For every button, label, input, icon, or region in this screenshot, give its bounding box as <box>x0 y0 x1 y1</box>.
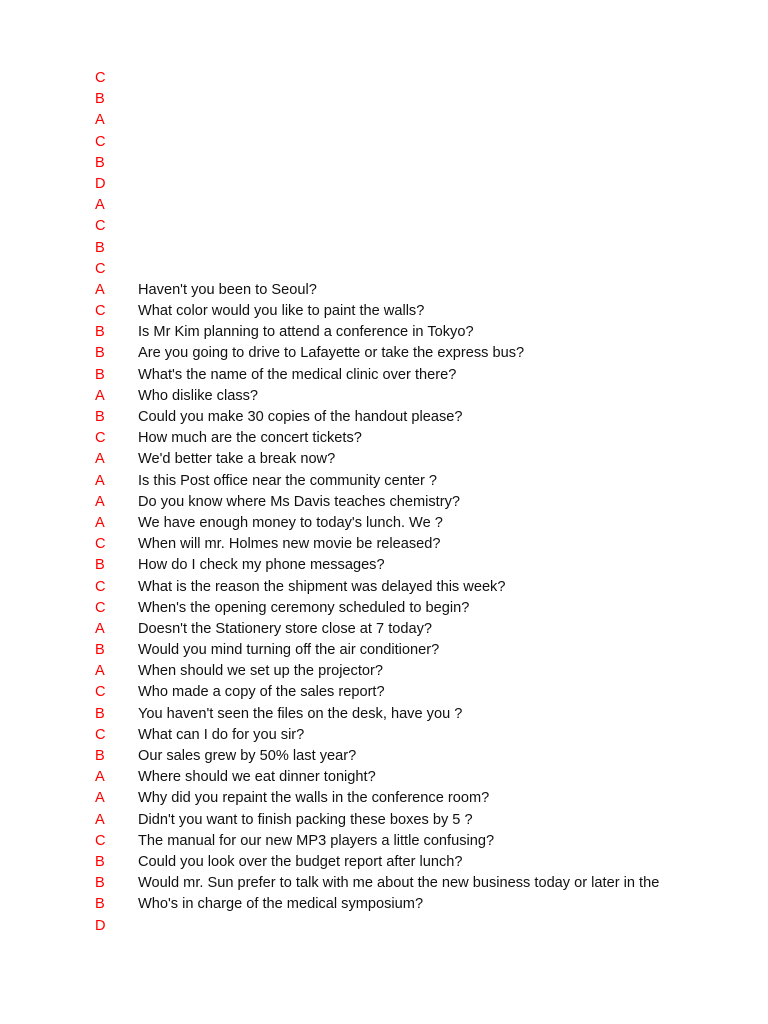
question-text: How do I check my phone messages? <box>138 557 385 574</box>
question-text: Where should we eat dinner tonight? <box>138 769 376 786</box>
list-item <box>0 132 768 153</box>
answer-letter: C <box>95 260 106 277</box>
question-text: What is the reason the shipment was delayed this week? <box>138 578 506 595</box>
answer-letter: D <box>95 175 106 192</box>
question-text: What color would you like to paint the walls? <box>138 303 425 320</box>
list-item <box>0 322 768 343</box>
question-text: We have enough money to today's lunch. We ? <box>138 514 443 531</box>
question-text: Who made a copy of the sales report? <box>138 684 385 701</box>
answer-letter: C <box>95 578 106 595</box>
question-text: Doesn't the Stationery store close at 7 today? <box>138 620 433 637</box>
list-item <box>0 598 768 619</box>
answer-letter: A <box>95 281 105 298</box>
list-item <box>0 725 768 746</box>
list-item <box>0 386 768 407</box>
question-text: Would mr. Sun prefer to talk with me about the new business today or later in the <box>138 875 660 892</box>
list-item <box>0 810 768 831</box>
list-item <box>0 195 768 216</box>
answer-letter: B <box>95 557 105 574</box>
list-item <box>0 704 768 725</box>
list-item <box>0 110 768 131</box>
answer-question-list <box>0 68 768 937</box>
answer-letter: A <box>95 387 105 404</box>
answer-letter: A <box>95 769 105 786</box>
list-item <box>0 492 768 513</box>
question-text: When will mr. Holmes new movie be released? <box>138 536 441 553</box>
question-text: Who's in charge of the medical symposium? <box>138 896 424 913</box>
list-item <box>0 68 768 89</box>
answer-letter: B <box>95 705 105 722</box>
list-item <box>0 259 768 280</box>
answer-letter: B <box>95 91 105 108</box>
question-text: Who dislike class? <box>138 387 259 404</box>
answer-letter: C <box>95 684 106 701</box>
question-text: Why did you repaint the walls in the conference room? <box>138 790 490 807</box>
answer-letter: B <box>95 875 105 892</box>
question-text: Didn't you want to finish packing these boxes by 5 ? <box>138 811 473 828</box>
answer-letter: B <box>95 366 105 383</box>
answer-letter: A <box>95 493 105 510</box>
list-item <box>0 280 768 301</box>
list-item <box>0 916 768 937</box>
answer-letter: A <box>95 472 105 489</box>
answer-letter: C <box>95 303 106 320</box>
answer-letter: C <box>95 70 106 86</box>
answer-letter: A <box>95 197 105 214</box>
question-text: Haven't you been to Seoul? <box>138 281 317 298</box>
list-item <box>0 640 768 661</box>
answer-letter: A <box>95 620 105 637</box>
list-item <box>0 365 768 386</box>
list-item <box>0 513 768 534</box>
answer-letter: B <box>95 896 105 913</box>
question-text: Could you make 30 copies of the handout please? <box>138 409 463 425</box>
question-text: Could you look over the budget report after lunch? <box>138 853 463 870</box>
question-text: Is this Post office near the community center ? <box>138 472 438 489</box>
question-text: How much are the concert tickets? <box>138 430 362 447</box>
answer-letter: A <box>95 790 105 807</box>
answer-letter: A <box>95 112 105 129</box>
list-item <box>0 343 768 364</box>
question-text: Are you going to drive to Lafayette or take the express bus? <box>138 345 525 362</box>
list-item <box>0 89 768 110</box>
answer-letter: B <box>95 748 105 764</box>
list-item <box>0 767 768 788</box>
answer-letter: A <box>95 514 105 531</box>
list-item <box>0 661 768 682</box>
answer-letter: C <box>95 599 106 616</box>
list-item <box>0 428 768 449</box>
list-item <box>0 153 768 174</box>
list-item <box>0 301 768 322</box>
list-item <box>0 852 768 873</box>
question-text: What's the name of the medical clinic over there? <box>138 366 457 383</box>
question-text: We'd better take a break now? <box>138 451 336 468</box>
answer-letter: D <box>95 917 106 934</box>
question-text: Would you mind turning off the air conditioner? <box>138 642 440 659</box>
question-text: The manual for our new MP3 players a little confusing? <box>138 832 495 849</box>
answer-letter: B <box>95 409 105 425</box>
question-text: Do you know where Ms Davis teaches chemistry? <box>138 493 460 510</box>
answer-letter: B <box>95 324 105 341</box>
answer-letter: C <box>95 430 106 447</box>
answer-letter: C <box>95 133 106 150</box>
question-text: You haven't seen the files on the desk, have you ? <box>138 705 463 722</box>
answer-letter: A <box>95 451 105 468</box>
list-item <box>0 238 768 259</box>
answer-letter: B <box>95 345 105 362</box>
list-item <box>0 471 768 492</box>
answer-letter: A <box>95 663 105 680</box>
answer-letter: C <box>95 832 106 849</box>
answer-letter: A <box>95 811 105 828</box>
list-item <box>0 577 768 598</box>
question-text: Our sales grew by 50% last year? <box>138 748 357 764</box>
list-item <box>0 894 768 915</box>
list-item <box>0 555 768 576</box>
answer-letter: B <box>95 642 105 659</box>
question-text: When's the opening ceremony scheduled to begin? <box>138 599 470 616</box>
answer-letter: C <box>95 726 106 743</box>
list-item <box>0 174 768 195</box>
answer-letter: B <box>95 853 105 870</box>
list-item <box>0 746 768 767</box>
list-item <box>0 788 768 809</box>
list-item <box>0 831 768 852</box>
list-item <box>0 619 768 640</box>
answer-letter: C <box>95 536 106 553</box>
list-item <box>0 534 768 555</box>
list-item <box>0 216 768 237</box>
list-item <box>0 449 768 470</box>
question-text: Is Mr Kim planning to attend a conference in Tokyo? <box>138 324 474 341</box>
list-item <box>0 682 768 703</box>
answer-letter: B <box>95 239 105 256</box>
list-item <box>0 873 768 894</box>
question-text: What can I do for you sir? <box>138 726 305 743</box>
answer-letter: C <box>95 218 106 235</box>
question-text: When should we set up the projector? <box>138 663 383 680</box>
answer-letter: B <box>95 154 105 171</box>
list-item <box>0 407 768 428</box>
